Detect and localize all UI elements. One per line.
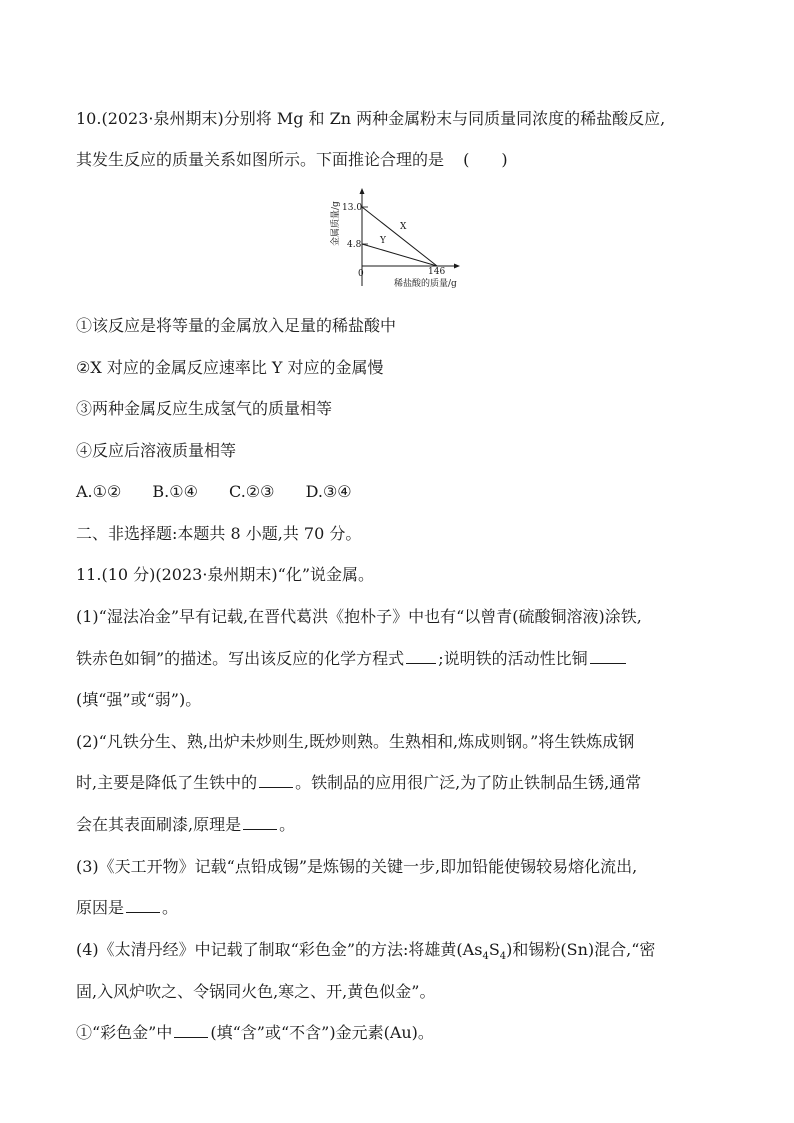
- line-x: [362, 207, 437, 266]
- q10-stem-text: 其发生反应的质量关系如图所示。下面推论合理的是: [76, 150, 445, 169]
- q11-p2-text-c: 会在其表面刷漆,原理是: [76, 815, 242, 834]
- q11-title: 11.(10 分)(2023·泉州期末)“化”说金属。: [76, 565, 375, 584]
- option-a[interactable]: A.①②: [76, 482, 122, 501]
- q11-p4-q1-text-a: ①“彩色金”中: [76, 1023, 173, 1042]
- tick-y-top: 13.0: [342, 203, 363, 213]
- blank-principle[interactable]: [243, 814, 277, 830]
- section2-title: 二、非选择题:本题共 8 小题,共 70 分。: [76, 524, 362, 543]
- q11-p2-line3: [76, 814, 295, 836]
- blank-reduce[interactable]: [259, 772, 293, 788]
- q10-figure: [320, 186, 490, 294]
- q10-statement-1: ①该反应是将等量的金属放入足量的稀盐酸中: [76, 316, 397, 335]
- q11-p4-text-c: )和锡粉(Sn)混合,“密: [506, 940, 656, 959]
- q10-stem-line2: [76, 149, 508, 171]
- q11-p4-sub2: 4: [499, 951, 507, 963]
- q11-p1-text-a: 铁赤色如铜”的描述。写出该反应的化学方程式: [76, 649, 405, 668]
- q11-p4-sub1: 4: [482, 951, 489, 963]
- q10-stem-line1: 10.(2023·泉州期末)分别将 Mg 和 Zn 两种金属粉末与同质量同浓度的稀盐酸反应,: [76, 109, 666, 128]
- blank-reason[interactable]: [126, 897, 160, 913]
- q11-p4-q1: [76, 1022, 434, 1044]
- q10-statement-4: ④反应后溶液质量相等: [76, 441, 237, 460]
- q11-p3-line1: (3)《天工开物》记载“点铅成锡”是炼锡的关键一步,即加铅能使锡较易熔化流出,: [76, 857, 638, 876]
- q11-p2-text-a: 时,主要是降低了生铁中的: [76, 773, 258, 792]
- q11-p4-q1-text-b: (填“含”或“不含”)金元素(Au)。: [210, 1023, 434, 1042]
- x-axis-arrow: [454, 264, 460, 269]
- q11-p1-line2: [76, 648, 628, 670]
- q10-answer-paren: ( ): [463, 150, 508, 169]
- q11-p3-line2: [76, 897, 178, 919]
- q11-p2-text-b: 。铁制品的应用很广泛,为了防止铁制品生锈,通常: [295, 773, 642, 792]
- y-axis-label: 金属质量/g: [331, 201, 341, 246]
- q11-p3-text-b: 。: [162, 898, 179, 917]
- q11-p4-text-b: S: [488, 940, 500, 959]
- q10-statement-3: ③两种金属反应生成氢气的质量相等: [76, 399, 333, 418]
- q11-p1-line1: (1)“湿法冶金”早有记载,在晋代葛洪《抱朴子》中也有“以曾青(硫酸铜溶液)涂铁,: [76, 607, 642, 626]
- label-y: Y: [380, 236, 386, 246]
- q11-p2-text-d: 。: [279, 815, 296, 834]
- x-axis-label: 稀盐酸的质量/g: [394, 279, 457, 289]
- blank-activity[interactable]: [590, 648, 626, 664]
- q11-p2-line1: (2)“凡铁分生、熟,出炉未炒则生,既炒则熟。生熟相和,炼成则钢。”将生铁炼成钢: [76, 732, 635, 751]
- label-x: X: [400, 222, 407, 232]
- q10-options: [76, 481, 378, 503]
- q11-p4-line1: [76, 939, 655, 961]
- y-axis-arrow: [360, 188, 365, 194]
- tick-x: 146: [428, 267, 446, 277]
- option-c[interactable]: C.②③: [229, 482, 275, 501]
- q11-p4-line2: 固,入风炉吹之、令锅同火色,寒之、开,黄色似金”。: [76, 982, 436, 1001]
- option-b[interactable]: B.①④: [152, 482, 198, 501]
- tick-y-mid: 4.8: [347, 240, 362, 250]
- q10-statement-2: ②X 对应的金属反应速率比 Y 对应的金属慢: [76, 358, 384, 377]
- q11-p1-line3: (填“强”或“弱”)。: [76, 690, 202, 709]
- q11-p2-line2: [76, 772, 641, 794]
- blank-gold[interactable]: [174, 1022, 208, 1038]
- blank-equation[interactable]: [406, 648, 436, 664]
- q11-p1-text-b: ;说明铁的活动性比铜: [438, 649, 588, 668]
- option-d[interactable]: D.③④: [305, 482, 352, 501]
- line-y: [362, 244, 437, 266]
- tick-origin: 0: [358, 269, 364, 279]
- q11-p3-text-a: 原因是: [76, 898, 125, 917]
- q11-p4-text-a: (4)《太清丹经》中记载了制取“彩色金”的方法:将雄黄(As: [76, 940, 483, 959]
